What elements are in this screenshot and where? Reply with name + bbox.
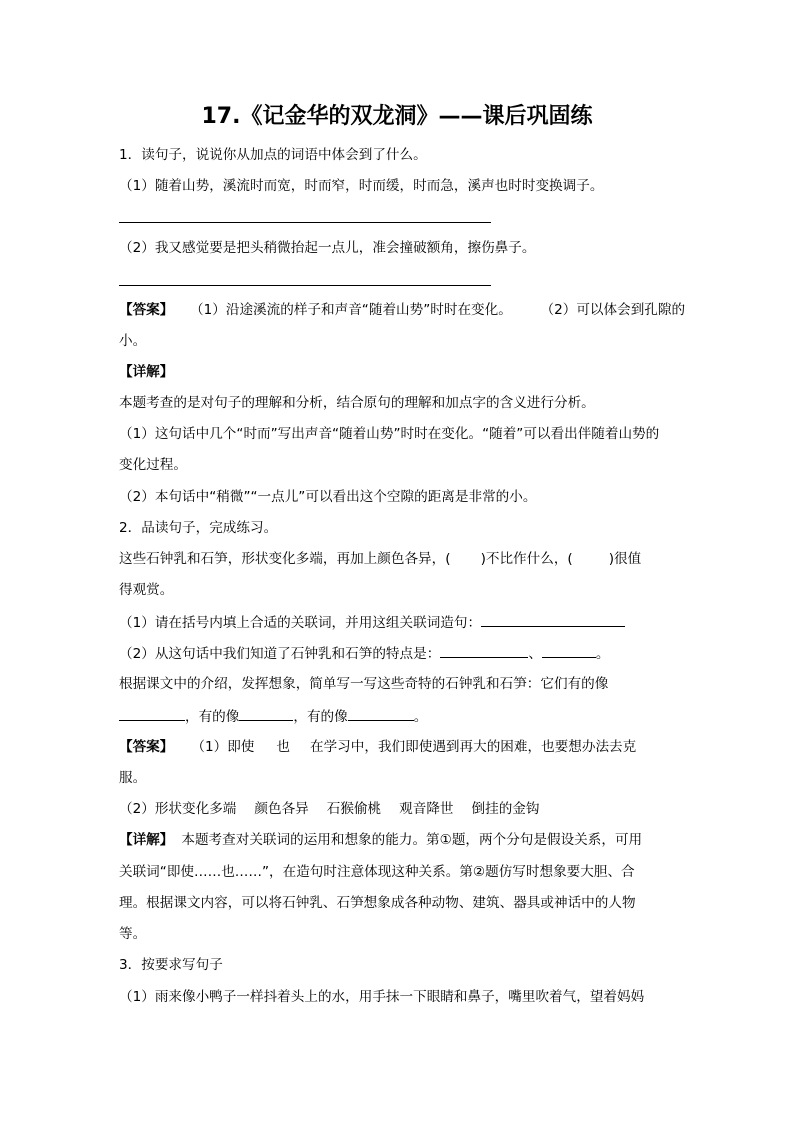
answer-item: 石猴偷桃 xyxy=(326,801,382,817)
question-1-sentence-1: （1）随着山势，溪流时而宽，时而窄，时而缓，时而急，溪声也时时变换调子。 xyxy=(119,178,604,194)
detail-2-line-2: 关联词“即使……也……”，在造句时注意体现这种关系。第②题仿写时想象要大胆、合 xyxy=(119,864,635,880)
answer-tag: 【答案】 xyxy=(119,302,174,318)
answer-item: 倒挂的金钩 xyxy=(471,801,540,817)
sentence-part-a: 这些石钟乳和石笋，形状变化多端，再加上颜色各异，( xyxy=(119,551,451,567)
question-1-prompt: 1．读句子，说说你从加点的词语中体会到了什么。 xyxy=(119,147,427,163)
sub-2-separator: 、 xyxy=(528,646,542,662)
sub-2-end: 。 xyxy=(595,646,610,662)
sentence-part-c: )很值 xyxy=(608,551,642,567)
answer-item: 观音降世 xyxy=(399,801,454,817)
fill-blank[interactable] xyxy=(481,612,625,627)
question-2-imagine-blanks xyxy=(119,706,427,727)
question-3-sentence-1: （1）雨来像小鸭子一样抖着头上的水，用手抹一下眼睛和鼻子，嘴里吹着气，望着妈妈 xyxy=(119,989,645,1005)
answer-item: （2）形状变化多端 xyxy=(119,801,237,817)
detail-2-line-1 xyxy=(119,830,642,850)
fill-blank[interactable] xyxy=(440,643,528,658)
answer-2-line xyxy=(119,737,636,757)
answer-1-continuation: 小。 xyxy=(119,333,147,349)
question-2-sub-2 xyxy=(119,643,610,664)
like-text: ，有的像 xyxy=(293,709,348,725)
detail-2-text: 本题考查对关联词的运用和想象的能力。第①题，两个分句是假设关系，可用 xyxy=(181,832,643,848)
detail-1-line-2: （1）这句话中几个“时而”写出声音“随着山势”时时在变化。“随着”可以看出伴随着山势的 xyxy=(119,426,660,442)
detail-1-line-1: 本题考查的是对句子的理解和分析，结合原句的理解和加点字的含义进行分析。 xyxy=(119,395,595,411)
answer-item: 颜色各异 xyxy=(254,801,309,817)
fill-blank[interactable] xyxy=(348,706,414,721)
answer-1-line xyxy=(119,300,685,320)
sub-2-text: （2）从这句话中我们知道了石钟乳和石笋的特点是： xyxy=(119,646,441,662)
question-1-sentence-2: （2）我又感觉要是把头稍微抬起一点儿，准会撞破额角，擦伤鼻子。 xyxy=(119,240,536,256)
answer-2-sentence: 在学习中，我们即使遇到再大的困难，也要想办法去克 xyxy=(310,739,637,755)
question-2-prompt: 2．品读句子，完成练习。 xyxy=(119,520,278,536)
answer-2-connective-2: 也 xyxy=(276,739,290,755)
question-2-sentence xyxy=(119,549,641,569)
question-3-prompt: 3．按要求写句子 xyxy=(119,957,223,973)
answer-2-continuation: 服。 xyxy=(119,770,147,786)
page-title: 17.《记金华的双龙洞》——课后巩固练 xyxy=(201,104,593,129)
detail-tag: 【详解】 xyxy=(119,364,174,380)
detail-2-line-3: 理。根据课文内容，可以将石钟乳、石笋想象成各种动物、建筑、器具或神话中的人物 xyxy=(119,895,636,911)
question-2-imagine: 根据课文中的介绍，发挥想象，简单写一写这些奇特的石钟乳和石笋：它们有的像 xyxy=(119,676,609,692)
answer-1-part-a: （1）沿途溪流的样子和声音“随着山势”时时在变化。 xyxy=(190,302,512,318)
answer-2-part-2 xyxy=(119,799,540,819)
detail-tag: 【详解】 xyxy=(119,832,174,848)
answer-line-1 xyxy=(119,222,491,223)
question-2-sub-1 xyxy=(119,612,625,633)
question-2-sentence-end: 得观赏。 xyxy=(119,582,174,598)
sentence-part-b: )不比作什么，( xyxy=(480,551,573,567)
detail-1-line-3: 变化过程。 xyxy=(119,457,187,473)
answer-1-part-b: （2）可以体会到孔隙的 xyxy=(540,302,686,318)
detail-2-line-4: 等。 xyxy=(119,926,147,942)
answer-2-connective-1: （1）即使 xyxy=(191,739,255,755)
fill-blank[interactable] xyxy=(239,706,293,721)
detail-1-line-4: （2）本句话中“稍微”“一点儿”可以看出这个空隙的距离是非常的小。 xyxy=(119,489,537,505)
fill-blank[interactable] xyxy=(542,643,596,658)
like-end: 。 xyxy=(413,709,428,725)
like-text: ，有的像 xyxy=(185,709,240,725)
answer-line-2 xyxy=(119,285,491,286)
answer-tag: 【答案】 xyxy=(119,739,174,755)
sub-1-text: （1）请在括号内填上合适的关联词，并用这组关联词造句： xyxy=(119,615,482,631)
fill-blank[interactable] xyxy=(119,706,185,721)
